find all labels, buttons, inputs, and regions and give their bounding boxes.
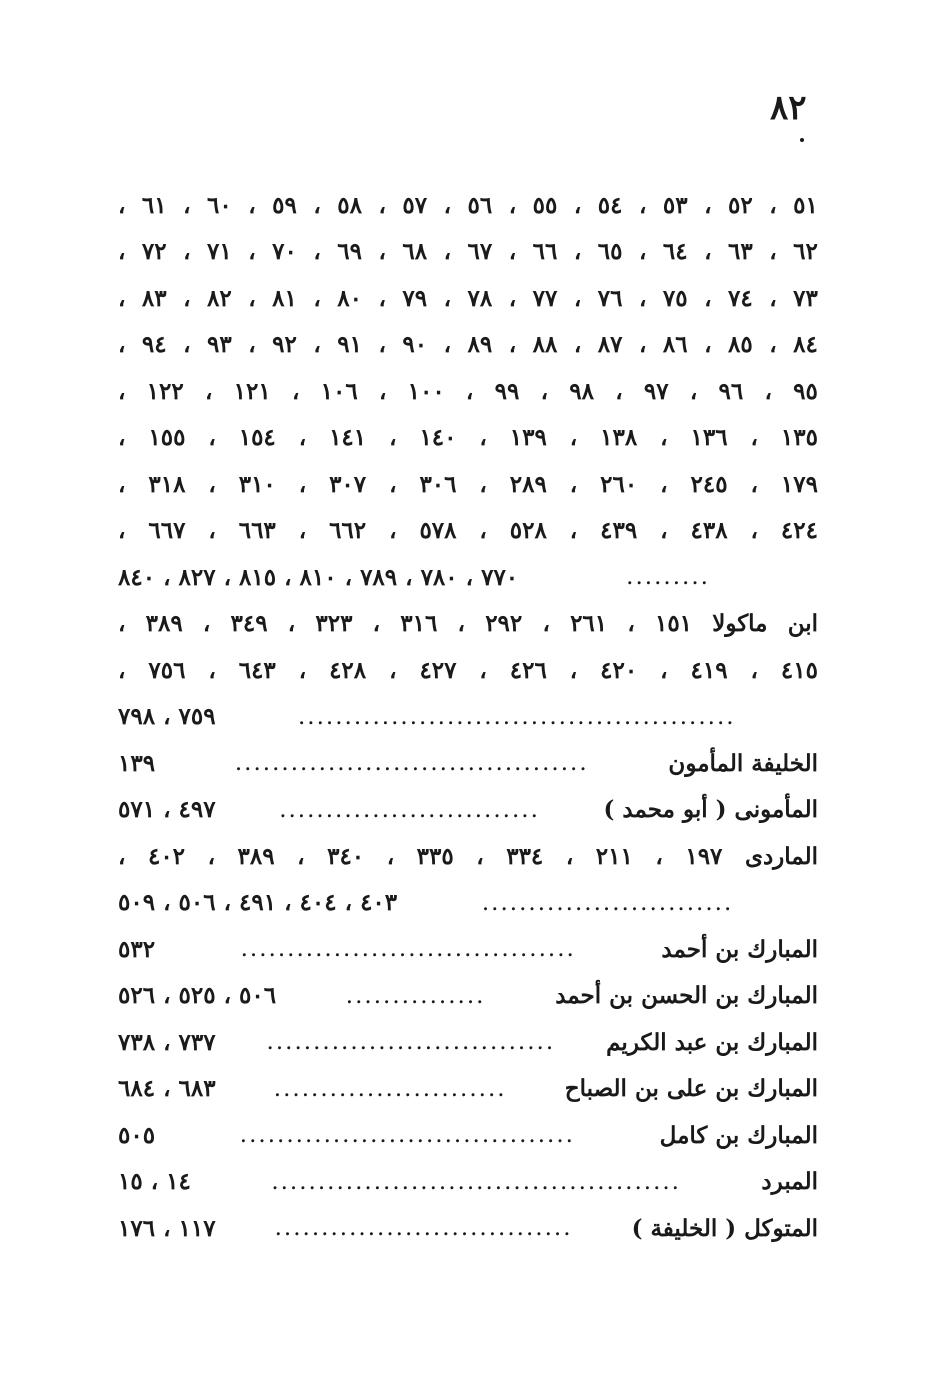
index-page-refs: ١٤ ، ١٥ (118, 1168, 191, 1196)
page-number-mark (800, 138, 804, 142)
index-entry-name: المبرد (761, 1168, 818, 1196)
index-entry-name: المبارك بن على بن الصباح (564, 1075, 818, 1103)
index-line (118, 461, 818, 508)
index-entry-name: المتوكل ( الخليفة ) (631, 1214, 818, 1242)
index-page-refs: ١١٧ ، ١٧٦ (118, 1214, 216, 1242)
index-line (118, 508, 818, 555)
index-leader-dots: ............................ (279, 796, 540, 823)
index-page-refs: ٧٥٩ ، ٧٩٨ (118, 703, 216, 731)
index-line-text: ابن ماكولا ١٥١ ، ٢٦١ ، ٢٩٢ ، ٣١٦ ، ٣٢٣ ، ٣٤٩ ، ٣٨٩ ، (118, 610, 818, 638)
index-line (118, 740, 818, 787)
index-leader-dots: ............................................ (271, 1168, 681, 1195)
index-leader-dots: ......................... (273, 1075, 507, 1102)
index-line (118, 973, 818, 1020)
index-line-text: ١٣٥ ، ١٣٦ ، ١٣٨ ، ١٣٩ ، ١٤٠ ، ١٤١ ، ١٥٤ ، ١٥٥ ، (118, 424, 818, 452)
index-line-text: ١٧٩ ، ٢٤٥ ، ٢٦٠ ، ٢٨٩ ، ٣٠٦ ، ٣٠٧ ، ٣١٠ ، ٣١٨ ، (118, 470, 818, 498)
index-leader-dots: ...................................... (234, 750, 589, 777)
index-line (118, 833, 818, 880)
index-line-text: الماردى ١٩٧ ، ٢١١ ، ٣٣٤ ، ٣٣٥ ، ٣٤٠ ، ٣٨٩ ، ٤٠٢ ، (118, 842, 818, 870)
index-page-refs: ٤٠٣ ، ٤٠٤ ، ٤٩١ ، ٥٠٦ ، ٥٠٩ (118, 889, 398, 917)
index-page-refs: ٥٠٦ ، ٥٢٥ ، ٥٢٦ (118, 982, 277, 1010)
index-line-text: ٤٢٤ ، ٤٣٨ ، ٤٣٩ ، ٥٢٨ ، ٥٧٨ ، ٦٦٢ ، ٦٦٣ ، ٦٦٧ ، (118, 517, 818, 545)
index-leader-dots: .................................... (239, 1122, 575, 1149)
index-line (118, 554, 818, 601)
page-number: ٨٢ (770, 88, 807, 128)
index-page-refs: ٧٣٧ ، ٧٣٨ (118, 1028, 216, 1056)
index-line (118, 601, 818, 648)
index-line (118, 1112, 818, 1159)
index-leader-dots: .................................... (240, 936, 576, 963)
index-line (118, 647, 818, 694)
index-line (118, 880, 818, 927)
index-line (118, 182, 818, 229)
index-list (118, 182, 818, 1252)
index-line (118, 1205, 818, 1252)
index-line (118, 229, 818, 276)
index-entry-name: المأمونى ( أبو محمد ) (603, 796, 818, 824)
index-page-refs: ١٣٩ (118, 749, 156, 777)
index-line (118, 1159, 818, 1206)
index-line (118, 415, 818, 462)
index-line-text: ٤١٥ ، ٤١٩ ، ٤٢٠ ، ٤٢٦ ، ٤٢٧ ، ٤٢٨ ، ٦٤٣ ، ٧٥٦ ، (118, 656, 818, 684)
index-leader-dots: ............................... (266, 1029, 556, 1056)
index-page-refs: ٦٨٣ ، ٦٨٤ (118, 1075, 216, 1103)
index-line-text: ٦٢ ، ٦٣ ، ٦٤ ، ٦٥ ، ٦٦ ، ٦٧ ، ٦٨ ، ٦٩ ، ٧٠ ، ٧١ ، ٧٢ ، (118, 238, 818, 266)
index-leader-dots: ......... (626, 564, 710, 591)
index-line (118, 787, 818, 834)
index-line (118, 926, 818, 973)
index-entry-name: المبارك بن عبد الكريم (606, 1028, 818, 1056)
index-page-refs: ٤٩٧ ، ٥٧١ (118, 796, 216, 824)
index-line (118, 1066, 818, 1113)
index-line-text: ٨٤ ، ٨٥ ، ٨٦ ، ٨٧ ، ٨٨ ، ٨٩ ، ٩٠ ، ٩١ ، ٩٢ ، ٩٣ ، ٩٤ ، (118, 331, 818, 359)
index-line-text: ٥١ ، ٥٢ ، ٥٣ ، ٥٤ ، ٥٥ ، ٥٦ ، ٥٧ ، ٥٨ ، ٥٩ ، ٦٠ ، ٦١ ، (118, 191, 818, 219)
index-leader-dots: ............................................... (297, 703, 736, 730)
index-page-refs: ٥٠٥ (118, 1121, 156, 1149)
index-entry-name: الخليفة المأمون (668, 749, 818, 777)
index-line-text: ٧٣ ، ٧٤ ، ٧٥ ، ٧٦ ، ٧٧ ، ٧٨ ، ٧٩ ، ٨٠ ، ٨١ ، ٨٢ ، ٨٣ ، (118, 284, 818, 312)
index-page-refs: ٥٣٢ (118, 935, 156, 963)
index-line (118, 368, 818, 415)
index-leader-dots: ............... (345, 982, 486, 1009)
index-line (118, 694, 818, 741)
index-line (118, 322, 818, 369)
index-entry-name: المبارك بن أحمد (661, 935, 818, 963)
index-line-text: ٩٥ ، ٩٦ ، ٩٧ ، ٩٨ ، ٩٩ ، ١٠٠ ، ١٠٦ ، ١٢١ ، ١٢٢ ، (118, 377, 818, 405)
index-line (118, 275, 818, 322)
index-leader-dots: ................................ (274, 1215, 573, 1242)
index-entry-name: المبارك بن كامل (659, 1121, 818, 1149)
index-page-refs: ٧٧٠ ، ٧٨٠ ، ٧٨٩ ، ٨١٠ ، ٨١٥ ، ٨٢٧ ، ٨٤٠ (118, 563, 519, 591)
index-entry-name: المبارك بن الحسن بن أحمد (555, 982, 818, 1010)
index-line (118, 1019, 818, 1066)
index-leader-dots: ........................... (481, 889, 734, 916)
